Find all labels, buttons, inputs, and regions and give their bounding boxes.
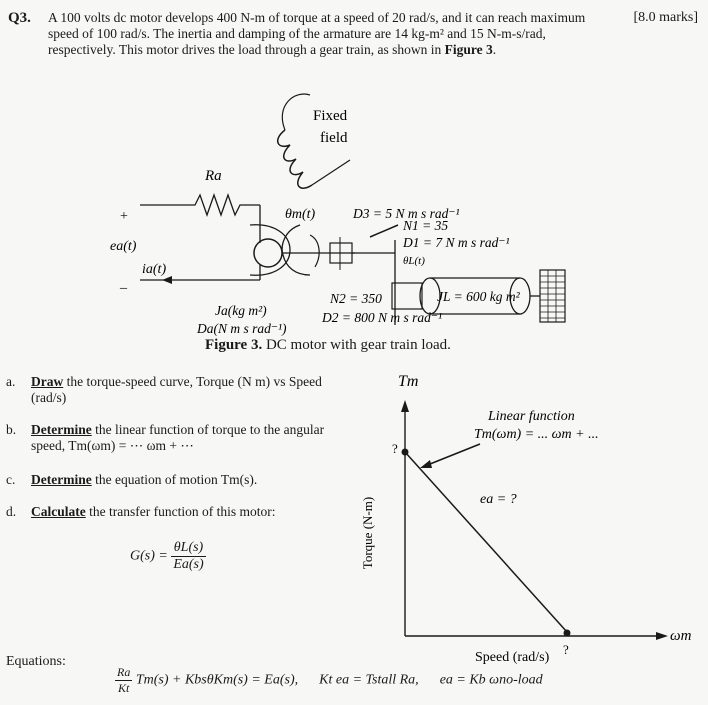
d2-label: D2 = 800 N m s rad⁻¹ bbox=[322, 310, 443, 325]
equation-3: ea = Kb ωno-load bbox=[439, 672, 543, 688]
transfer-function: G(s) = $\frac{\theta L(s)}{Ea(s)}$ bbox=[130, 540, 204, 572]
chart-svg bbox=[350, 368, 705, 668]
minus-sign: _ bbox=[120, 276, 127, 291]
stall-point bbox=[402, 449, 409, 456]
y-axis-arrow bbox=[401, 400, 409, 412]
annotation-line1: Linear function bbox=[488, 409, 575, 424]
ja-label: Ja(kg m²) bbox=[215, 303, 267, 318]
jl-label: JL = 600 kg m² bbox=[437, 289, 520, 304]
motor-gear-svg bbox=[100, 75, 600, 365]
equations-label: Equations: bbox=[6, 654, 66, 669]
plus-sign: + bbox=[120, 209, 128, 224]
ia-label: ia(t) bbox=[142, 262, 167, 277]
line-note: ea = ? bbox=[480, 492, 517, 507]
no-load-point bbox=[564, 630, 571, 637]
x-intercept-label: ? bbox=[563, 642, 569, 657]
question-number: Q3. bbox=[8, 10, 31, 26]
annotation-arrow bbox=[425, 444, 480, 466]
torque-speed-line bbox=[405, 452, 567, 632]
wall bbox=[540, 270, 565, 322]
equation-2: Kt ea = Tstall Ra, bbox=[319, 672, 419, 688]
armature bbox=[254, 239, 282, 267]
field-coil bbox=[278, 130, 312, 188]
annotation-line2: Tm(ωm) = ... ωm + ... bbox=[474, 427, 599, 442]
wall-hatching bbox=[540, 270, 565, 322]
field-label: field bbox=[320, 130, 348, 146]
resistor bbox=[140, 195, 260, 215]
x-axis-label: Speed (rad/s) bbox=[475, 650, 550, 665]
n2-label: N2 = 350 bbox=[330, 291, 382, 306]
question-text: A 100 volts dc motor develops 400 N-m of torque at a speed of 20 rad/s, and it can reach maximum speed of 100 rad/s. The inertia and damping of the armature are 14 kg-m² and 15 N-m-s/rad, respectively. This motor drives the load through a gear train, as shown in Figure 3. bbox=[48, 10, 586, 57]
ea-label: ea(t) bbox=[110, 239, 137, 254]
y-axis-label: Torque (N-m) bbox=[360, 496, 375, 570]
annotation-arrowhead bbox=[420, 460, 432, 468]
equations: $\frac{Ra}{Kt}$ Tm(s) + KbsθKm(s) = Ea(s), Kt ea = Tstall Ra, ea = Kb ωno-load bbox=[117, 665, 543, 695]
field-lead-top bbox=[282, 94, 310, 130]
gear-n2 bbox=[392, 283, 422, 309]
current-arrow bbox=[162, 276, 172, 284]
motor-pole-left bbox=[250, 225, 290, 275]
x-axis-symbol: ωm bbox=[670, 628, 692, 644]
theta-l-label: θL(t) bbox=[403, 255, 425, 267]
d3-arrow bbox=[370, 225, 398, 237]
d3-label: D3 = 5 N m s rad⁻¹ bbox=[353, 206, 460, 221]
fixed-label: Fixed bbox=[313, 108, 348, 124]
equation-1: Tm(s) + KbsθKm(s) = Ea(s), bbox=[135, 672, 299, 688]
rotation-arrow bbox=[310, 235, 319, 267]
y-axis-symbol: Tm bbox=[398, 373, 419, 390]
y-intercept-label: ? bbox=[392, 441, 398, 456]
d1-label: D1 = 7 N m s rad⁻¹ bbox=[403, 235, 510, 250]
marks-label: [8.0 marks] bbox=[633, 10, 698, 25]
motor-gear-diagram bbox=[100, 75, 600, 365]
motor-pole-right bbox=[282, 225, 310, 275]
ra-label: Ra bbox=[205, 168, 222, 184]
n1-label: N1 = 35 bbox=[403, 218, 449, 233]
field-lead bbox=[312, 160, 350, 185]
figure-caption: Figure 3. DC motor with gear train load. bbox=[205, 337, 451, 353]
da-label: Da(N m s rad⁻¹) bbox=[197, 321, 287, 336]
torque-speed-chart bbox=[350, 368, 705, 668]
x-axis-arrow bbox=[656, 632, 668, 640]
figure-reference: Figure 3 bbox=[444, 42, 493, 57]
theta-m-label: θm(t) bbox=[285, 207, 316, 222]
